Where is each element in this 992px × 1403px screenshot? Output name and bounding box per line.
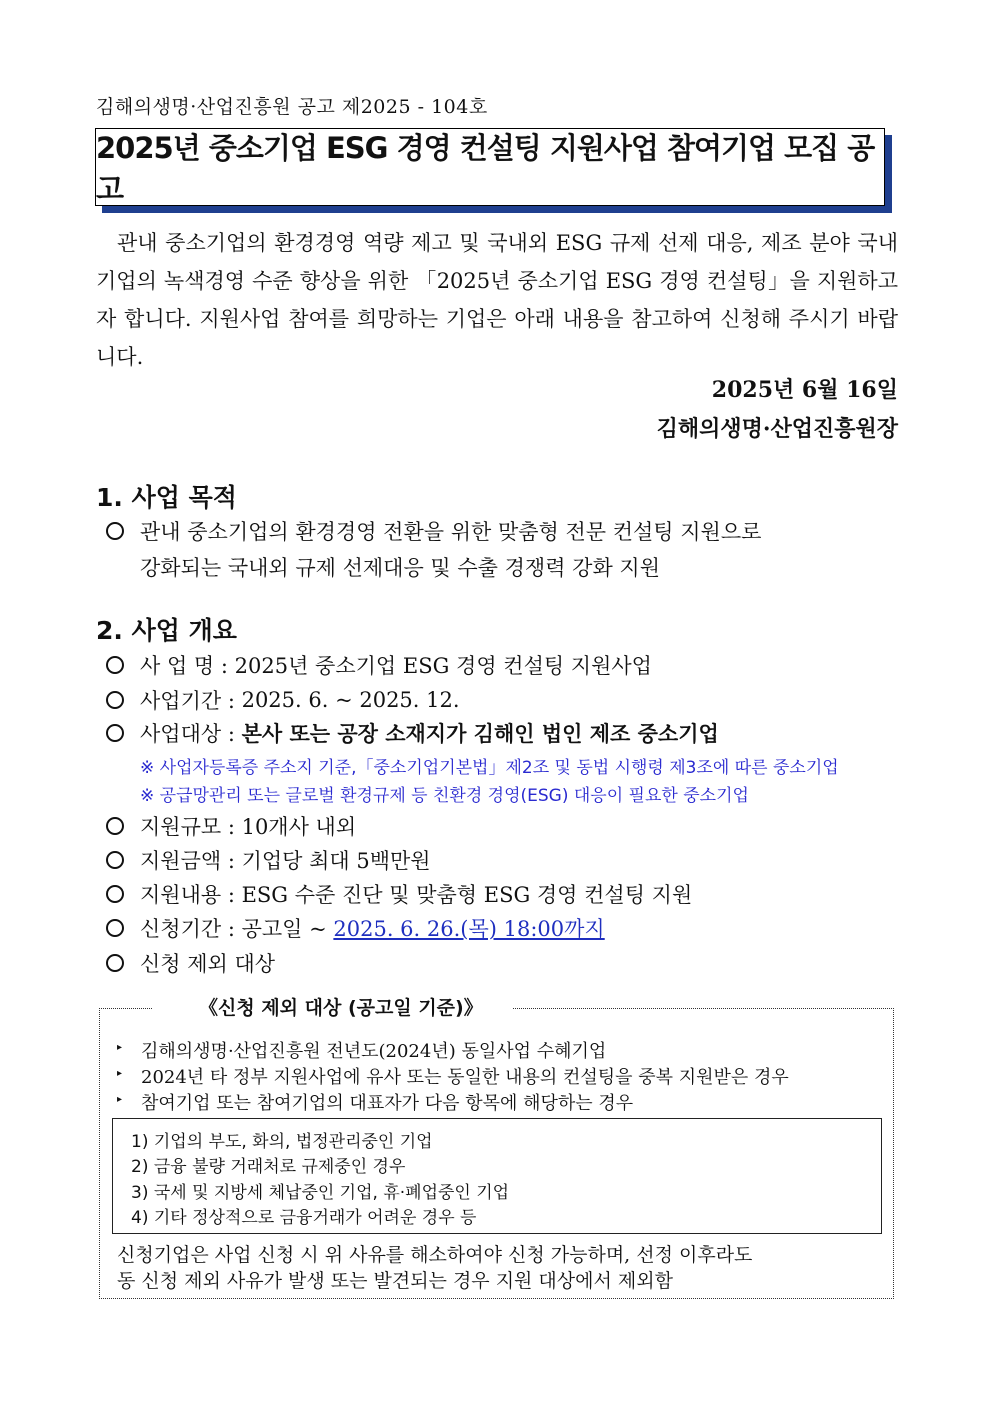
- target-item: [106, 718, 719, 748]
- disqualification-item: 3) 국세 및 지방세 체납중인 기업, 휴·폐업중인 기업: [131, 1183, 510, 1203]
- section1-item: [106, 516, 761, 546]
- section1-line1: 관내 중소기업의 환경경영 전환을 위한 맞춤형 전문 컨설팅 지원으로: [140, 520, 762, 544]
- section2-title: 2. 사업 개요: [96, 616, 237, 645]
- section1-line2: 강화되는 국내외 규제 선제대응 및 수출 경쟁력 강화 지원: [140, 556, 660, 580]
- exclusion-item-text: 김해의생명·산업진흥원 전년도(2024년) 동일사업 수혜기업: [141, 1041, 607, 1062]
- intro-paragraph: [96, 224, 898, 376]
- circle-bullet-icon: [106, 691, 124, 709]
- circle-bullet-icon: [106, 817, 124, 835]
- disqualification-item: 2) 금융 불량 거래처로 규제중인 경우: [131, 1157, 406, 1177]
- signer: 김해의생명·산업진흥원장: [656, 416, 898, 442]
- period-label: 사업기간 :: [140, 689, 242, 713]
- exclusion-title: 《신청 제외 대상 (공고일 기준)》: [153, 993, 513, 1020]
- target-label: 사업대상 :: [140, 722, 242, 746]
- exclusion-item-text: 참여기업 또는 참여기업의 대표자가 다음 항목에 해당하는 경우: [141, 1093, 634, 1114]
- exclusion-footer-1: 신청기업은 사업 신청 시 위 사유를 해소하여야 신청 가능하며, 선정 이후라도: [117, 1244, 753, 1266]
- target-note-1: ※ 사업자등록증 주소지 기준,「중소기업기본법」제2조 및 동법 시행령 제3조에 따른 중소기업: [140, 758, 839, 778]
- project-name-item: [106, 650, 652, 680]
- target-value: 본사 또는 공장 소재지가 김해인 법인 제조 중소기업: [241, 721, 719, 746]
- circle-bullet-icon: [106, 656, 124, 674]
- exclusion-list-item: [117, 1089, 633, 1115]
- amount-value: 기업당 최대 5백만원: [241, 849, 431, 873]
- scale-label: 지원규모 :: [140, 815, 242, 839]
- circle-bullet-icon: [106, 919, 124, 937]
- section1-title: 1. 사업 목적: [96, 483, 237, 512]
- period-value: 2025. 6. ~ 2025. 12.: [241, 688, 460, 712]
- apply-deadline: 2025. 6. 26.(목) 18:00까지: [333, 917, 605, 941]
- scale-item: [106, 811, 356, 841]
- exclusion-item: [106, 948, 275, 978]
- triangle-bullet-icon: ▸: [117, 1042, 123, 1053]
- intro-text: 관내 중소기업의 환경경영 역량 제고 및 국내외 ESG 규제 선제 대응, 제조 분야 국내기업의 녹색경영 수준 향상을 위한 「2025년 중소기업 ESG 경영 컨설팅」을 지원하고자 합니다. 지원사업 참여를 희망하는 기업은 아래 내용을 참고하여 신청해 주시기 바랍니다.: [96, 231, 898, 369]
- content-value: ESG 수준 진단 및 맞춤형 ESG 경영 컨설팅 지원: [241, 883, 693, 907]
- project-name-value: 2025년 중소기업 ESG 경영 컨설팅 지원사업: [234, 654, 652, 678]
- exclusion-item-text: 2024년 타 정부 지원사업에 유사 또는 동일한 내용의 컨설팅을 중복 지원받은 경우: [141, 1067, 789, 1088]
- exclusion-list-item: [117, 1037, 606, 1063]
- amount-label: 지원금액 :: [140, 849, 242, 873]
- apply-period-label: 신청기간 : 공고일 ~: [140, 917, 334, 941]
- amount-item: [106, 845, 431, 875]
- target-note-2: ※ 공급망관리 또는 글로벌 환경규제 등 친환경 경영(ESG) 대응이 필요한 중소기업: [140, 786, 749, 806]
- circle-bullet-icon: [106, 522, 124, 540]
- disqualification-item: 1) 기업의 부도, 화의, 법정관리중인 기업: [131, 1132, 433, 1152]
- content-item: [106, 879, 692, 909]
- content-label: 지원내용 :: [140, 883, 242, 907]
- circle-bullet-icon: [106, 885, 124, 903]
- circle-bullet-icon: [106, 954, 124, 972]
- notice-date: 2025년 6월 16일: [711, 377, 898, 403]
- circle-bullet-icon: [106, 724, 124, 742]
- exclusion-footer-2: 동 신청 제외 사유가 발생 또는 발견되는 경우 지원 대상에서 제외함: [117, 1270, 673, 1292]
- title-box: [95, 128, 885, 206]
- exclusion-list-item: [117, 1063, 789, 1089]
- triangle-bullet-icon: ▸: [117, 1094, 123, 1105]
- apply-period-item: [106, 913, 605, 943]
- scale-value: 10개사 내외: [241, 815, 357, 839]
- project-name-label: 사 업 명 :: [140, 654, 235, 678]
- triangle-bullet-icon: ▸: [117, 1068, 123, 1079]
- period-item: [106, 685, 460, 715]
- page-title: 2025년 중소기업 ESG 경영 컨설팅 지원사업 참여기업 모집 공고: [96, 131, 875, 206]
- circle-bullet-icon: [106, 851, 124, 869]
- disqualification-item: 4) 기타 정상적으로 금융거래가 어려운 경우 등: [131, 1208, 477, 1228]
- notice-number: 김해의생명·산업진흥원 공고 제2025 - 104호: [96, 96, 488, 118]
- exclusion-label: 신청 제외 대상: [140, 952, 276, 976]
